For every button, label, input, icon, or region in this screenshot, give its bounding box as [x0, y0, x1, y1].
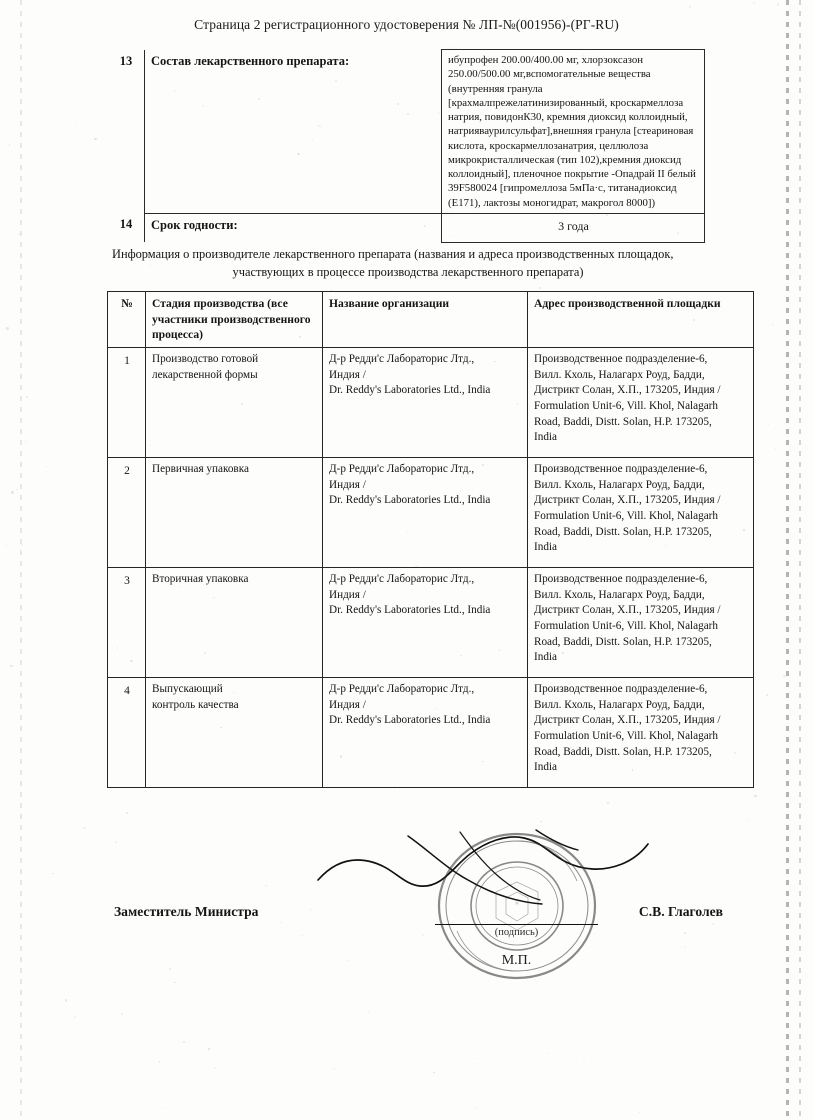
signatory-name: С.В. Глаголев [638, 904, 723, 919]
details-row-label: Состав лекарственного препарата: [145, 50, 442, 214]
scan-speck [238, 808, 239, 809]
scan-speck [9, 930, 10, 931]
scan-speck [333, 1068, 335, 1070]
details-table [107, 49, 705, 243]
scan-speck [583, 1061, 584, 1062]
scan-speck [772, 324, 774, 326]
scan-speck [76, 121, 77, 122]
scan-speck [445, 800, 446, 801]
scan-speck [753, 2, 755, 4]
scan-speck [150, 265, 151, 266]
manufacturing-sites-body [108, 347, 754, 787]
scan-speck [639, 1112, 640, 1113]
signature-caption: (подпись) [494, 927, 539, 938]
site-organization: Д-р Редди'с Лабораторис Лтд., Индия / Dr. Reddy's Laboratories Ltd., India [323, 567, 528, 677]
scan-speck [65, 999, 67, 1001]
seal-mark-label: М.П. [501, 953, 532, 968]
scan-speck [433, 1072, 434, 1073]
site-row-number: 1 [108, 347, 146, 457]
scan-speck [616, 505, 618, 507]
scan-speck [482, 761, 484, 763]
details-row-label: Срок годности: [145, 213, 442, 242]
site-row-number: 4 [108, 677, 146, 787]
column-header-number: № [108, 292, 146, 348]
scan-speck [29, 1048, 30, 1049]
scan-speck [606, 214, 608, 216]
scan-speck [25, 441, 26, 442]
site-stage: Первичная упаковка [146, 457, 323, 567]
scan-speck [341, 1031, 342, 1032]
scan-speck [208, 1048, 209, 1049]
signature-block [0, 895, 813, 995]
scan-speck [150, 445, 151, 446]
scan-speck [233, 692, 234, 693]
scan-speck [440, 49, 441, 50]
scan-speck [121, 1013, 123, 1015]
scan-speck [415, 566, 417, 568]
scan-speck [39, 1079, 41, 1081]
scan-speck [83, 827, 85, 829]
scan-speck [427, 390, 428, 391]
scan-speck [52, 873, 54, 875]
scan-edge-artifact [786, 0, 789, 1120]
scan-edge-artifact [20, 0, 22, 1120]
scan-speck [395, 766, 396, 767]
scan-speck [291, 848, 292, 849]
scan-speck [265, 885, 267, 887]
scan-speck [297, 153, 299, 155]
scan-speck [693, 319, 695, 321]
site-organization: Д-р Редди'с Лабораторис Лтд., Индия / Dr. Reddy's Laboratories Ltd., India [323, 677, 528, 787]
scan-speck [174, 982, 175, 983]
scan-speck [16, 489, 18, 491]
manufacturing-sites-table [107, 291, 754, 788]
scan-speck [438, 112, 440, 114]
scan-speck [677, 232, 679, 234]
scan-speck [368, 1011, 370, 1013]
scan-speck [647, 170, 649, 172]
page-title: Страница 2 регистрационного удостоверения № ЛП-№(001956)-(РГ-RU) [194, 17, 619, 32]
site-address: Производственное подразделение-6, Вилл. Кхоль, Налагарх Роуд, Бадди, Дистрикт Солан, Х.П., 173205, Индия / Formulation Unit-6, Vill. Khol, Nalagarh Road, Baddi, Distt. Solan, H.P. 173205, India [528, 347, 754, 457]
scan-speck [603, 536, 604, 537]
site-address: Производственное подразделение-6, Вилл. Кхоль, Налагарх Роуд, Бадди, Дистрикт Солан, Х.П., 173205, Индия / Formulation Unit-6, Vill. Khol, Nalagarh Road, Baddi, Distt. Solan, H.P. 173205, India [528, 457, 754, 567]
scan-speck [539, 287, 541, 289]
table-row [107, 50, 705, 214]
scan-speck [768, 424, 769, 425]
manufacturer-intro [112, 246, 704, 282]
manufacturer-intro-line-1: Информация о производителе лекарственного препарата (названия и адреса производственных площадок, [112, 247, 674, 261]
scan-speck [746, 819, 748, 821]
site-organization: Д-р Редди'с Лабораторис Лтд., Индия / Dr. Reddy's Laboratories Ltd., India [323, 347, 528, 457]
scan-speck [616, 595, 617, 596]
table-row [108, 457, 754, 567]
column-header-address: Адрес производственной площадки [528, 292, 754, 348]
scan-speck [126, 812, 128, 814]
scan-speck [562, 652, 564, 654]
site-stage: Выпускающий контроль качества [146, 677, 323, 787]
scan-speck [282, 305, 283, 306]
scan-speck [46, 466, 48, 468]
column-header-organization: Название организации [323, 292, 528, 348]
scan-speck [74, 1016, 76, 1018]
site-row-number: 3 [108, 567, 146, 677]
scan-speck [130, 660, 132, 662]
scan-speck [335, 80, 337, 82]
composition-value: ибупрофен 200.00/400.00 мг, хлорзоксазон 250.00/500.00 мг,вспомогательные вещества (внутренняя гранула [крахмалпрежелатинизированный, кроскармеллоза натрия, повидонК30, кремния диоксид коллоидный, натрияваурилсульфат],внешняя гранула [стеариновая кислота, кроскармеллозанатрия, целлюлоза микрокристаллическая (тип 102),кремния диоксид коллоидный], пленочное покрытие -Опадрай II белый 39F580024 [гипромеллоза 5мПа·с, титанадиоксид (Е171), лактозы моногидрат, макрогол 8000]) [442, 50, 705, 214]
scan-speck [115, 841, 117, 843]
scan-speck [280, 922, 281, 923]
scan-speck [21, 544, 23, 546]
scan-speck [206, 703, 208, 705]
scan-speck [26, 396, 28, 398]
site-stage: Производство готовой лекарственной формы [146, 347, 323, 457]
scan-speck [436, 708, 438, 710]
scan-speck [477, 1058, 478, 1059]
scan-speck [482, 464, 484, 466]
scan-speck [318, 125, 320, 127]
site-address: Производственное подразделение-6, Вилл. Кхоль, Налагарх Роуд, Бадди, Дистрикт Солан, Х.П., 173205, Индия / Formulation Unit-6, Vill. Khol, Nalagarh Road, Baddi, Distt. Solan, H.P. 173205, India [528, 677, 754, 787]
site-stage: Вторичная упаковка [146, 567, 323, 677]
scan-speck [299, 336, 301, 338]
scan-speck [183, 1041, 185, 1043]
scan-speck [497, 44, 498, 45]
table-header-row [108, 292, 754, 348]
scan-speck [94, 138, 96, 140]
scan-speck [11, 491, 13, 493]
scan-speck [159, 1061, 160, 1062]
scan-speck [174, 90, 176, 92]
scan-speck [10, 665, 12, 667]
scan-speck [6, 327, 8, 329]
table-row [107, 213, 705, 242]
table-row [108, 677, 754, 787]
scan-speck [689, 6, 691, 8]
details-row-number: 13 [107, 50, 145, 214]
table-row [108, 567, 754, 677]
scan-speck [137, 909, 138, 910]
table-row [108, 347, 754, 457]
scan-speck [214, 1067, 216, 1069]
signatory-title: Заместитель Министра [114, 904, 259, 919]
scan-speck [165, 1108, 166, 1109]
site-address: Производственное подразделение-6, Вилл. Кхоль, Налагарх Роуд, Бадди, Дистрикт Солан, Х.П., 173205, Индия / Formulation Unit-6, Vill. Khol, Nalagarh Road, Baddi, Distt. Solan, H.P. 173205, India [528, 567, 754, 677]
scan-speck [547, 1053, 548, 1054]
scan-speck [169, 968, 171, 970]
signature-rule [435, 924, 598, 925]
scan-speck [515, 57, 517, 59]
scan-speck [775, 448, 776, 449]
scan-speck [330, 290, 331, 291]
scan-edge-artifact [799, 0, 801, 1120]
site-row-number: 2 [108, 457, 146, 567]
svg-text:✶: ✶ [513, 899, 521, 908]
scan-speck [540, 821, 541, 822]
scan-speck [563, 729, 564, 730]
scan-speck [424, 480, 425, 481]
site-organization: Д-р Редди'с Лабораторис Лтд., Индия / Dr. Reddy's Laboratories Ltd., India [323, 457, 528, 567]
scan-speck [202, 105, 204, 107]
scan-speck [9, 144, 11, 146]
scan-speck [766, 694, 768, 696]
manufacturer-intro-line-2: участвующих в процессе производства лекарственного препарата) [232, 264, 584, 279]
scan-speck [218, 866, 219, 867]
scan-speck [777, 3, 779, 5]
scan-speck [582, 55, 584, 57]
scan-speck [607, 802, 609, 804]
scan-speck [89, 1087, 91, 1089]
scan-speck [174, 776, 175, 777]
scan-speck [684, 946, 686, 948]
scan-speck [258, 98, 260, 100]
scan-speck [754, 795, 756, 797]
column-header-stage: Стадия производства (все участники производственного процесса) [146, 292, 323, 348]
scan-speck [6, 545, 7, 546]
scan-speck [743, 529, 745, 531]
shelf-life-value: 3 года [442, 213, 705, 242]
details-row-number: 14 [107, 213, 145, 242]
scan-speck [475, 1108, 477, 1110]
scan-speck [783, 675, 785, 677]
scan-speck [623, 122, 625, 124]
scan-speck [302, 897, 303, 898]
scan-speck [435, 362, 437, 364]
